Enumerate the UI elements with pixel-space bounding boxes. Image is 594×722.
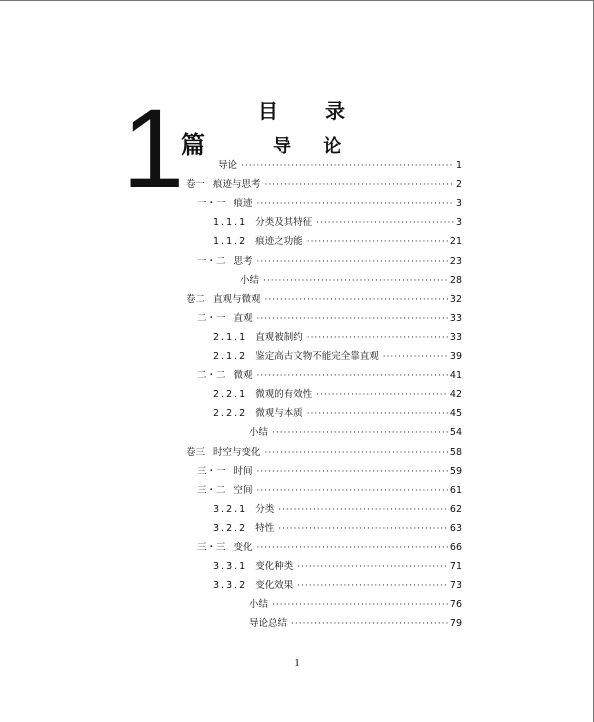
toc-entry-title: 变化 xyxy=(233,542,253,553)
dot-leader xyxy=(316,386,448,404)
toc-entry-page: 39 xyxy=(449,351,462,362)
dot-leader xyxy=(257,482,448,500)
toc-entry-title: 痕迹 xyxy=(233,198,253,210)
toc-entry-page: 59 xyxy=(449,465,462,477)
toc-entry-number: 1.1.1 xyxy=(213,217,248,229)
toc-entry[interactable] xyxy=(249,424,462,442)
toc-entry-number: 三・二 xyxy=(197,484,226,496)
toc-entry-page: 32 xyxy=(449,293,462,305)
toc-entry-title: 痕迹之功能 xyxy=(255,236,303,248)
toc-entry-title: 微观与本质 xyxy=(255,408,303,420)
toc-entry[interactable] xyxy=(213,405,462,423)
dot-leader xyxy=(257,310,448,328)
toc-entry-number: 2.2.1 xyxy=(213,389,248,401)
toc-entry[interactable] xyxy=(213,386,462,404)
toc-entry-title: 变化种类 xyxy=(255,561,294,573)
toc-entry-number: 一・二 xyxy=(197,255,226,267)
toc-entry-title: 直观被制约 xyxy=(255,331,303,343)
toc-entry-title: 直观与微观 xyxy=(213,293,261,305)
toc-entry-title: 痕迹与思考 xyxy=(213,179,261,191)
toc-entry[interactable] xyxy=(197,482,462,500)
dot-leader xyxy=(297,577,448,595)
toc-entry[interactable] xyxy=(186,291,462,309)
dot-leader xyxy=(383,348,448,366)
toc-entry-page: 61 xyxy=(449,484,462,496)
toc-entry-number: 二・二 xyxy=(197,370,226,382)
toc-entry-number: 一・一 xyxy=(197,198,226,210)
toc-entry[interactable] xyxy=(197,310,462,328)
toc-entry[interactable] xyxy=(197,195,462,213)
toc-entry[interactable] xyxy=(213,348,462,366)
toc-entry-title: 微观 xyxy=(233,370,253,382)
toc-entry-title: 微观的有效性 xyxy=(255,389,313,401)
toc-entry[interactable] xyxy=(249,596,462,614)
toc-entry[interactable] xyxy=(186,176,462,194)
toc-entry-number: 2.1.1 xyxy=(213,331,248,343)
toc-entry[interactable] xyxy=(213,520,462,538)
page-title: 目 录 xyxy=(258,99,365,123)
dot-leader xyxy=(257,195,454,213)
part-word: 篇 xyxy=(181,131,205,159)
page-number: 1 xyxy=(294,657,300,669)
toc-entry-page: 63 xyxy=(449,522,462,534)
toc-entry-title: 小结 xyxy=(249,427,269,439)
toc-entry-title: 导论 xyxy=(218,160,238,171)
toc-entry-page: 54 xyxy=(449,427,462,439)
toc-entry-page: 3 xyxy=(455,198,462,210)
toc-entry-page: 23 xyxy=(449,255,462,267)
toc-entry[interactable] xyxy=(213,558,462,576)
toc-entry[interactable] xyxy=(218,157,462,175)
part-number: 1 xyxy=(122,86,185,211)
dot-leader xyxy=(316,214,454,232)
toc-entry-page: 76 xyxy=(449,599,462,611)
dot-leader xyxy=(278,520,448,538)
dot-leader xyxy=(278,501,448,519)
toc-entry-title: 鉴定高古文物不能完全靠直观 xyxy=(255,351,379,362)
toc-entry-title: 分类 xyxy=(255,503,275,515)
dot-leader xyxy=(307,405,448,423)
toc-entry[interactable] xyxy=(197,539,462,557)
toc-entry-page: 33 xyxy=(449,312,462,324)
toc-entry[interactable] xyxy=(240,272,462,290)
toc-entry-number: 三・三 xyxy=(197,542,226,553)
dot-leader xyxy=(265,176,454,194)
toc-entry-page: 71 xyxy=(449,561,462,573)
toc-entry-number: 3.2.1 xyxy=(213,503,248,515)
toc-entry-page: 1 xyxy=(455,160,462,171)
toc-entry-page: 45 xyxy=(449,408,462,420)
dot-leader xyxy=(265,444,448,462)
toc-entry-number: 卷二 xyxy=(186,293,206,305)
dot-leader xyxy=(265,291,448,309)
toc-entry[interactable] xyxy=(213,233,462,251)
toc-entry-page: 66 xyxy=(449,542,462,553)
toc-entry[interactable] xyxy=(197,367,462,385)
toc-entry-number: 3.2.2 xyxy=(213,522,248,534)
toc-entry-title: 导论总结 xyxy=(249,618,288,630)
dot-leader xyxy=(241,157,454,175)
dot-leader xyxy=(257,539,448,557)
toc-entry[interactable] xyxy=(213,577,462,595)
toc-entry[interactable] xyxy=(197,463,462,481)
toc-entry[interactable] xyxy=(213,214,462,232)
toc-entry-number: 2.2.2 xyxy=(213,408,248,420)
dot-leader xyxy=(272,596,448,614)
toc-entry-number: 二・一 xyxy=(197,312,226,324)
part-title: 导 论 xyxy=(273,136,355,157)
toc-entry-page: 2 xyxy=(455,179,462,191)
toc-entry-title: 小结 xyxy=(240,274,260,286)
toc-entry-title: 时间 xyxy=(233,465,253,477)
toc-entry-number: 2.1.2 xyxy=(213,351,248,362)
toc-entry-title: 分类及其特征 xyxy=(255,217,313,229)
dot-leader xyxy=(291,615,448,633)
toc-entry-page: 79 xyxy=(449,618,462,630)
dot-leader xyxy=(272,424,448,442)
toc-entry-page: 62 xyxy=(449,503,462,515)
dot-leader xyxy=(263,272,448,290)
toc-entry-page: 3 xyxy=(455,217,462,229)
toc-entry-number: 3.3.2 xyxy=(213,580,248,592)
toc-entry-page: 41 xyxy=(449,370,462,382)
toc-entry-title: 小结 xyxy=(249,599,269,611)
toc-entry-page: 21 xyxy=(449,236,462,248)
dot-leader xyxy=(307,233,448,251)
toc-entry-number: 卷一 xyxy=(186,179,206,191)
toc-entry-page: 73 xyxy=(449,580,462,592)
dot-leader xyxy=(257,253,448,271)
toc-entry[interactable] xyxy=(213,329,462,347)
toc-entry-title: 变化效果 xyxy=(255,580,294,592)
toc-entry-page: 58 xyxy=(449,446,462,458)
toc-entry-number: 三・一 xyxy=(197,465,226,477)
toc-entry-number: 1.1.2 xyxy=(213,236,248,248)
toc-entry-title: 特性 xyxy=(255,522,275,534)
toc-entry-title: 直观 xyxy=(233,312,253,324)
toc-entry-page: 42 xyxy=(449,389,462,401)
toc-entry-title: 空间 xyxy=(233,484,253,496)
dot-leader xyxy=(257,463,448,481)
toc-entry-page: 28 xyxy=(449,274,462,286)
toc-entry[interactable] xyxy=(249,615,462,633)
toc-entry[interactable] xyxy=(213,501,462,519)
toc-entry-title: 思考 xyxy=(233,255,253,267)
toc-entry[interactable] xyxy=(186,444,462,462)
dot-leader xyxy=(297,558,448,576)
dot-leader xyxy=(307,329,448,347)
toc-entry-title: 时空与变化 xyxy=(213,446,261,458)
dot-leader xyxy=(257,367,448,385)
toc-entry-number: 3.3.1 xyxy=(213,561,248,573)
toc-entry-number: 卷三 xyxy=(186,446,206,458)
toc-entry-page: 33 xyxy=(449,331,462,343)
toc-entry[interactable] xyxy=(197,253,462,271)
